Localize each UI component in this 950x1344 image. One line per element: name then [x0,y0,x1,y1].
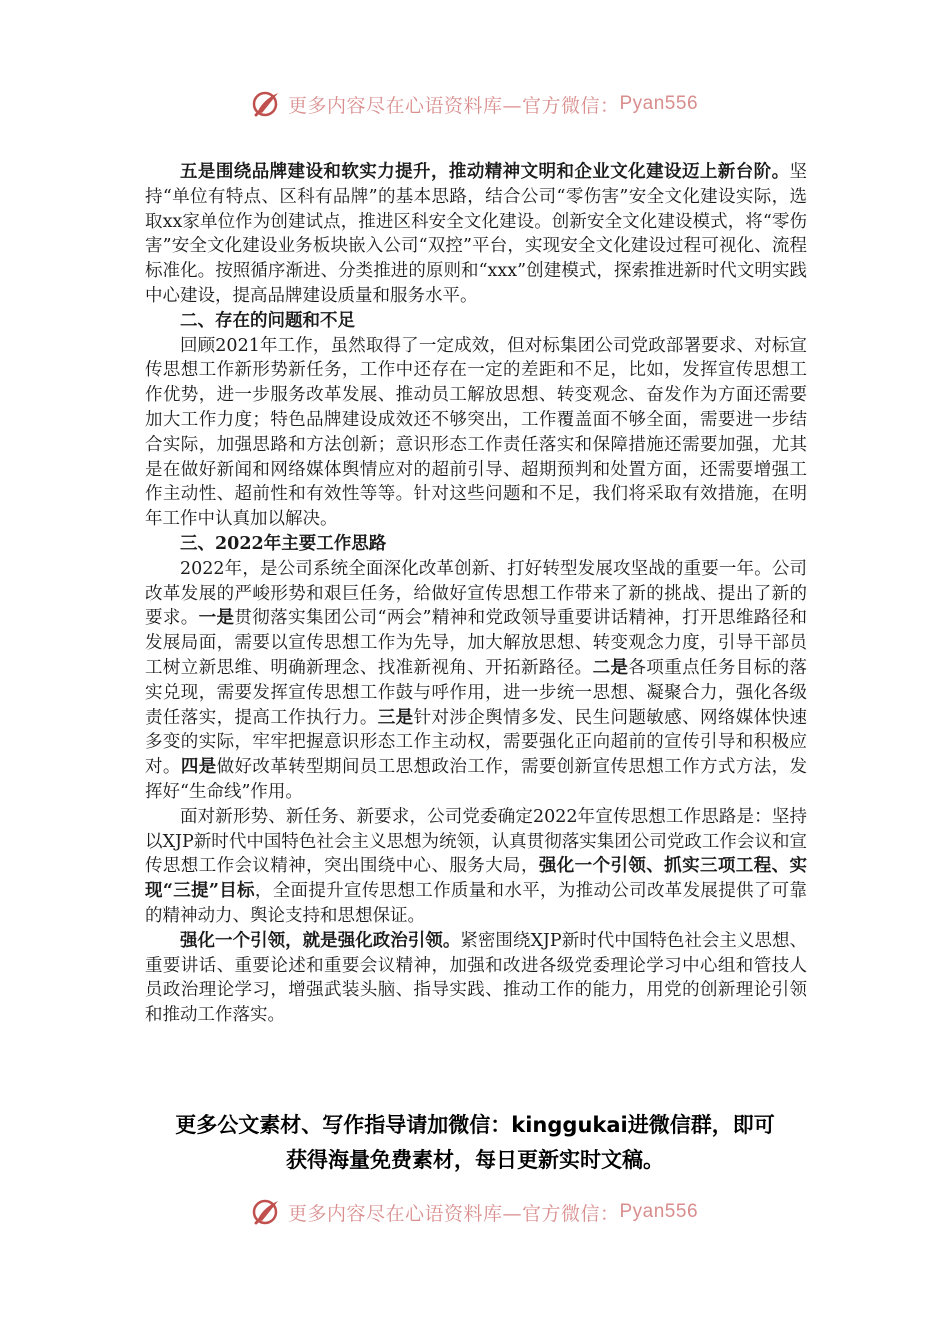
banner-text: 更多内容尽在心语资料库—官方微信： [287,94,620,117]
paragraph-political-guidance [145,929,807,1028]
section-heading-2022-plan: 三、2022年主要工作思路 [180,533,387,554]
paragraph-text: 做好改革转型期间员工思想政治工作，需要创新宣传思想工作方式方法，发挥好“生命线”作用。 [145,757,808,802]
point-two-label: 二是 [592,657,629,678]
promo-call-to-action [120,1108,830,1178]
promo-line-1: 更多公文素材、写作指导请加微信：kinggukai进微信群，即可 [175,1113,775,1137]
paragraph-work-approach [145,805,807,929]
paragraph-text: 紧密围绕XJP新时代中国特色社会主义思想、重要讲话、重要论述和重要会议精神，加强和改进各级党委理论学习中心组和管技人员政治理论学习，增强武装头脑、指导实践、推动工作的能力，用党的创新理论引领和推动工作落实。 [145,930,808,1026]
banner-wechat-id: Pyan556 [619,1201,699,1222]
paragraph-text: 针对涉企舆情多发、民生问题敏感、网络媒体快速多变的实际，牢牢把握意识形态工作主动权，需要强化正向超前的宣传引导和积极应对。 [145,707,808,778]
banner-wechat-id: Pyan556 [619,93,699,114]
paragraph-lead-bold: 五是围绕品牌建设和软实力提升，推动精神文明和企业文化建设迈上新台阶。 [180,162,790,182]
paragraph-text: ，全面提升宣传思想工作质量和水平，为推动公司改革发展提供了可靠的精神动力、舆论支持和思想保证。 [145,881,808,926]
brush-logo-icon [252,1197,282,1227]
document-body [145,160,807,1028]
promo-line-2: 获得海量免费素材，每日更新实时文稿。 [286,1148,664,1172]
point-three-label: 三是 [377,707,414,728]
paragraph-text: 面对新形势、新任务、新要求，公司党委确定2022年宣传思想工作思路是：坚持以XJP新时代中国特色社会主义思想为统领，认真贯彻落实集团公司党政工作会议和宣传思想工作会议精神，突出围绕中心、服务大局， [145,806,807,877]
paragraph-emphasis-bold: 强化一个引领、抓实三项工程、实现“三提”目标 [145,856,807,902]
paragraph-text: 贯彻落实集团公司“两会”精神和党政领导重要讲话精神，打开思维路径和发展局面，需要以宣传思想工作为先导，加大解放思想、转变观念力度，引导干部员工树立新思维、明确新理念、找准新视角、开拓新路径。 [145,608,808,678]
section-heading-problems: 二、存在的问题和不足 [180,310,355,331]
point-four-label: 四是 [180,757,217,778]
paragraph-text: 各项重点任务目标的落实兑现，需要发挥宣传思想工作鼓与呼作用，进一步统一思想、凝聚合力，强化各级责任落实，提高工作执行力。 [145,657,808,728]
header-watermark-banner [0,82,950,126]
brush-logo-icon [252,89,282,119]
paragraph-lead-bold: 强化一个引领，就是强化政治引领。 [180,930,461,951]
paragraph-problems: 回顾2021年工作，虽然取得了一定成效，但对标集团公司党政部署要求、对标宣传思想工作新形势新任务，工作中还存在一定的差距和不足，比如，发挥宣传思想工作优势，进一步服务改革发展、推动员工解放思想、转变观念、奋发作为方面还需要加大工作力度；特色品牌建设成效还不够突出，工作覆盖面不够全面，需要进一步结合实际，加强思路和方法创新；意识形态工作责任落实和保障措施还需要加强，尤其是在做好新闻和网络媒体舆情应对的超前引导、超期预判和处置方面，还需要增强工作主动性、超前性和有效性等等。针对这些问题和不足，我们将采取有效措施，在明年工作中认真加以解决。 [145,335,807,530]
paragraph-text: 坚持“单位有特点、区科有品牌”的基本思路，结合公司“零伤害”安全文化建设实际，选取xx家单位作为创建试点，推进区科安全文化建设。创新安全文化建设模式，将“零伤害”安全文化建设业务板块嵌入公司“双控”平台，实现安全文化建设过程可视化、流程标准化。按照循序渐进、分类推进的原则和“xxx”创建模式，探索推进新时代文明实践中心建设，提高品牌建设质量和服务水平。 [145,162,807,306]
footer-watermark-banner [0,1190,950,1234]
point-one-label: 一是 [198,608,235,629]
paragraph-text: 2022年，是公司系统全面深化改革创新、打好转型发展攻坚战的重要一年。公司改革发展的严峻形势和艰巨任务，给做好宣传思想工作带来了新的挑战、提出了新的要求。 [145,558,807,629]
paragraph-2022-outlook [145,557,807,805]
banner-text: 更多内容尽在心语资料库—官方微信： [287,1202,620,1225]
paragraph-five-branding [145,160,807,309]
